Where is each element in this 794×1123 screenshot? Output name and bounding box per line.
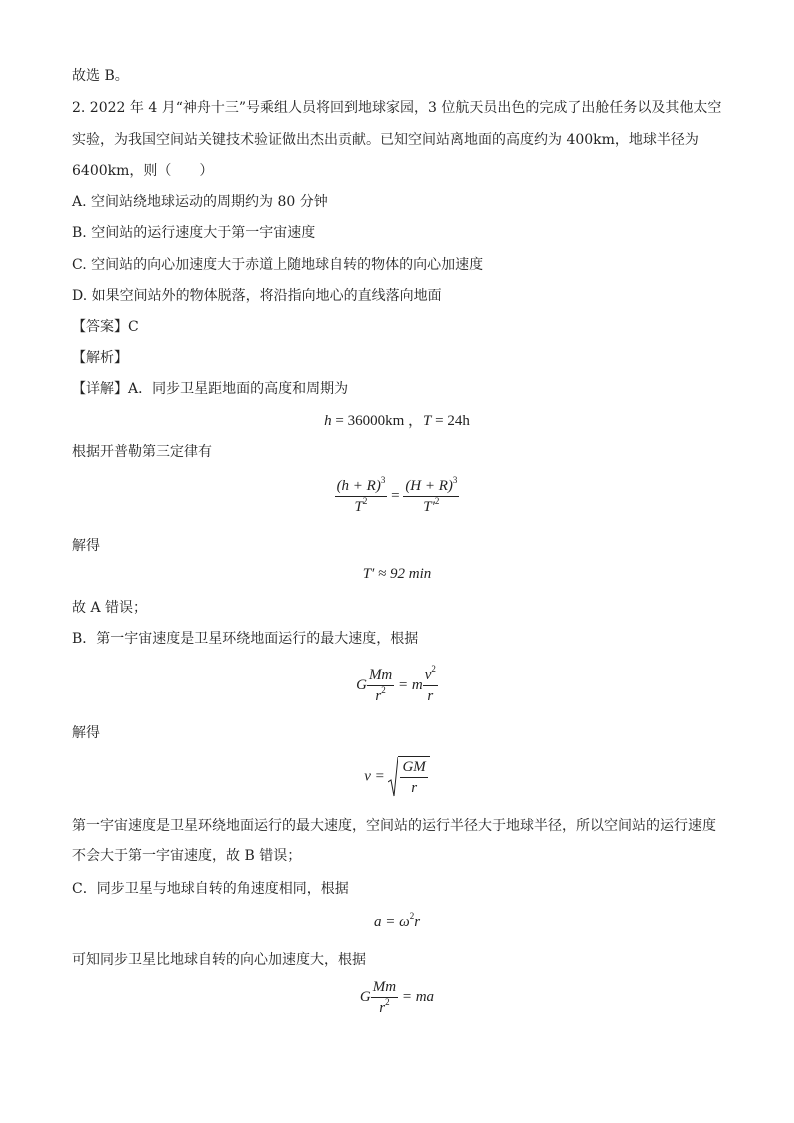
option-a: A. 空间站绕地球运动的周期约为 80 分钟 (72, 194, 328, 210)
detail-text: 解得 (72, 538, 100, 554)
equation-period-result: T′ ≈ 92 min (362, 566, 432, 582)
detail-text: B．第一宇宙速度是卫星环绕地面运行的最大速度，根据 (72, 631, 419, 647)
equation-gravity-centripetal: G $\frac{Mm}{r^2}$ = m $\frac{v^2}{r}$ (356, 664, 436, 704)
answer-label: 【答案】C (72, 319, 139, 335)
option-b: B. 空间站的运行速度大于第一宇宙速度 (72, 225, 316, 241)
equation-kepler: $\frac{(h + R)^3}{T^2}$ = $\frac{(H + R)^3}{T'^2}$ (336, 475, 458, 515)
option-d: D. 如果空间站外的物体脱落，将沿指向地心的直线落向地面 (72, 288, 442, 304)
question-text: 6400km，则（ ） (72, 163, 214, 179)
question-text: 实验，为我国空间站关键技术验证做出杰出贡献。已知空间站离地面的高度约为 400km，地球半径为 (72, 132, 699, 148)
text-line: 故选 B。 (72, 68, 129, 84)
detail-text: 【详解】A．同步卫星距地面的高度和周期为 (72, 381, 349, 397)
detail-text: 解得 (72, 725, 100, 741)
analysis-label: 【解析】 (72, 350, 128, 366)
equation-gravity-acceleration: G $\frac{Mm}{r^2}$ = ma (359, 979, 435, 1016)
equation-velocity: v = $\frac{GM}{r}$ (0, 756, 794, 798)
detail-text: 根据开普勒第三定律有 (72, 444, 212, 460)
equation-centripetal-acceleration: $a = \omega^2r$ (373, 911, 421, 930)
question-text: 2. 2022 年 4 月“神舟十三”号乘组人员将回到地球家园，3 位航天员出色的完成了出舱任务以及其他太空 (72, 100, 722, 116)
detail-text: 第一宇宙速度是卫星环绕地面运行的最大速度，空间站的运行半径大于地球半径，所以空间站的运行速度不会大于第一宇宙速度，故 B 错误； (72, 818, 716, 864)
equation-height-period: h = 36000km ，T = 24h (324, 413, 470, 429)
option-c: C. 空间站的向心加速度大于赤道上随地球自转的物体的向心加速度 (72, 257, 484, 273)
detail-text: 可知同步卫星比地球自转的向心加速度大，根据 (72, 952, 366, 968)
detail-text: 故 A 错误； (72, 600, 148, 616)
sqrt-symbol: $\frac{GM}{r}$ (388, 756, 429, 798)
detail-text: C．同步卫星与地球自转的角速度相同，根据 (72, 881, 349, 897)
